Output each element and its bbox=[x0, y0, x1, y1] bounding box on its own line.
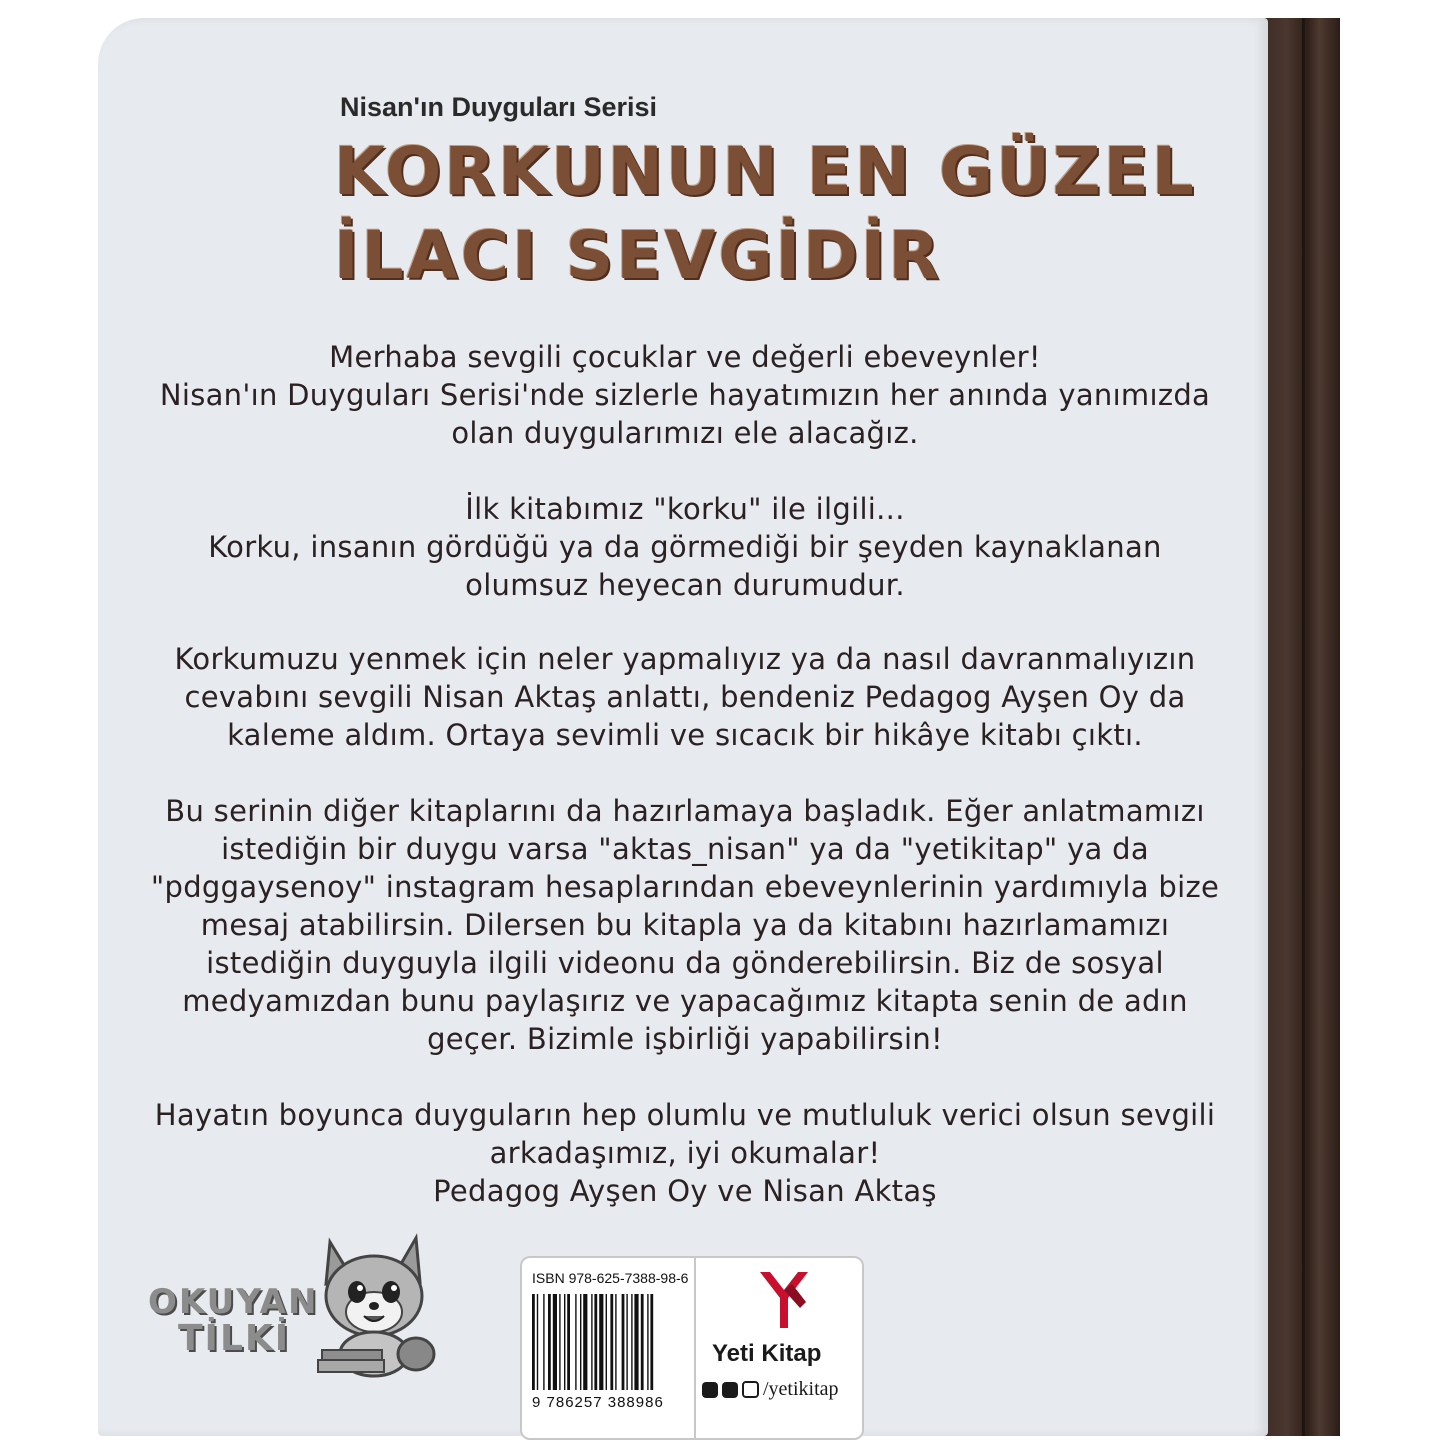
instagram-icon bbox=[742, 1381, 759, 1398]
barcode-bar bbox=[647, 1294, 648, 1390]
text-line: olan duygularımızı ele alacağız. bbox=[451, 416, 919, 450]
logo-word-2: TİLKİ bbox=[178, 1318, 291, 1359]
book-spine bbox=[1258, 18, 1340, 1436]
barcode-bar bbox=[543, 1294, 544, 1390]
barcode-box bbox=[520, 1256, 864, 1440]
barcode-bar bbox=[615, 1294, 616, 1390]
barcode-bar bbox=[650, 1294, 653, 1390]
barcode-bar bbox=[594, 1294, 597, 1390]
yeti-kitap-logo-icon bbox=[754, 1268, 814, 1332]
barcode-bar bbox=[610, 1294, 613, 1390]
title-line-1: KORKUNUN EN GÜZEL bbox=[334, 133, 1197, 210]
text-line: Pedagog Ayşen Oy ve Nisan Aktaş bbox=[433, 1174, 937, 1208]
text-line: cevabını sevgili Nisan Aktaş anlattı, bendeniz Pedagog Ayşen Oy da bbox=[184, 680, 1186, 714]
text-line: arkadaşımız, iyi okumalar! bbox=[489, 1136, 881, 1170]
barcode-bar bbox=[537, 1294, 538, 1390]
text-line: Nisan'ın Duyguları Serisi'nde sizlerle hayatımızın her anında yanımızda bbox=[159, 378, 1211, 412]
barcode-bar bbox=[575, 1294, 576, 1390]
paragraph-series bbox=[150, 792, 1220, 1058]
text-line: olumsuz heyecan durumudur. bbox=[465, 568, 905, 602]
text-line: Hayatın boyunca duyguların hep olumlu ve mutluluk verici olsun sevgili bbox=[154, 1098, 1216, 1132]
paragraph-closing bbox=[150, 1096, 1220, 1210]
text-line: Bu serinin diğer kitaplarını da hazırlamaya başladık. Eğer anlatmamızı bbox=[165, 794, 1205, 828]
okuyan-tilki-logo bbox=[140, 1232, 440, 1382]
text-line: kaleme aldım. Ortaya sevimli ve sıcacık bir hikâye kitabı çıktı. bbox=[227, 718, 1143, 752]
text-line: Korku, insanın gördüğü ya da görmediği bir şeyden kaynaklanan bbox=[208, 530, 1162, 564]
book-title bbox=[334, 130, 1197, 298]
barcode-bar bbox=[583, 1294, 587, 1390]
barcode-bar bbox=[599, 1294, 603, 1390]
barcode-bar bbox=[532, 1294, 535, 1390]
barcode-bar bbox=[622, 1294, 625, 1390]
text-line: mesaj atabilirsin. Dilersen bu kitapla ya da kitabını hazırlamamızı bbox=[200, 908, 1170, 942]
text-line: Merhaba sevgili çocuklar ve değerli ebeveynler! bbox=[329, 340, 1041, 374]
barcode-bars bbox=[532, 1294, 688, 1394]
social-handle: /yetikitap bbox=[763, 1378, 839, 1400]
barcode-bar bbox=[634, 1294, 638, 1390]
barcode-bar bbox=[580, 1294, 581, 1390]
barcode-bar bbox=[559, 1294, 560, 1390]
barcode-bar bbox=[606, 1294, 607, 1390]
title-line-2: İLACI SEVGİDİR bbox=[334, 217, 943, 294]
facebook-icon bbox=[722, 1382, 738, 1398]
barcode-bar bbox=[591, 1294, 592, 1390]
isbn-label: ISBN 978-625-7388-98-6 bbox=[532, 1270, 689, 1286]
spine-edge bbox=[1302, 18, 1305, 1436]
text-line: "pdggaysenoy" instagram hesaplarından ebeveynlerinin yardımıyla bize bbox=[150, 870, 1220, 904]
barcode-bar bbox=[564, 1294, 565, 1390]
fox-mascot-icon bbox=[312, 1232, 436, 1380]
publisher-social bbox=[702, 1378, 839, 1401]
barcode-bar bbox=[548, 1294, 551, 1390]
paragraph-intro bbox=[150, 338, 1220, 452]
barcode-bar bbox=[553, 1294, 557, 1390]
text-line: İlk kitabımız "korku" ile ilgili... bbox=[465, 492, 905, 526]
publisher-name: Yeti Kitap bbox=[712, 1340, 822, 1367]
paragraph-fear bbox=[150, 490, 1220, 604]
text-line: medyamızdan bunu paylaşırız ve yapacağımız kitapta senin de adın bbox=[182, 984, 1188, 1018]
barcode-number: 9 786257 388986 bbox=[532, 1394, 664, 1411]
series-name: Nisan'ın Duyguları Serisi bbox=[340, 92, 658, 122]
logo-word-1: OKUYAN bbox=[148, 1282, 319, 1322]
barcode-bar bbox=[641, 1294, 644, 1390]
text-line: geçer. Bizimle işbirliği yapabilirsin! bbox=[427, 1022, 943, 1056]
barcode-bar bbox=[626, 1294, 627, 1390]
text-line: istediğin duyguyla ilgili videonu da gönderebilirsin. Biz de sosyal bbox=[206, 946, 1164, 980]
paragraph-authors bbox=[150, 640, 1220, 754]
text-line: istediğin bir duygu varsa "aktas_nisan" ya da "yetikitap" ya da bbox=[221, 832, 1149, 866]
barcode-bar bbox=[567, 1294, 570, 1390]
barcode-bar bbox=[631, 1294, 632, 1390]
barcode-divider bbox=[694, 1258, 696, 1438]
youtube-icon bbox=[702, 1382, 718, 1398]
text-line: Korkumuzu yenmek için neler yapmalıyız ya da nasıl davranmalıyızın bbox=[174, 642, 1196, 676]
